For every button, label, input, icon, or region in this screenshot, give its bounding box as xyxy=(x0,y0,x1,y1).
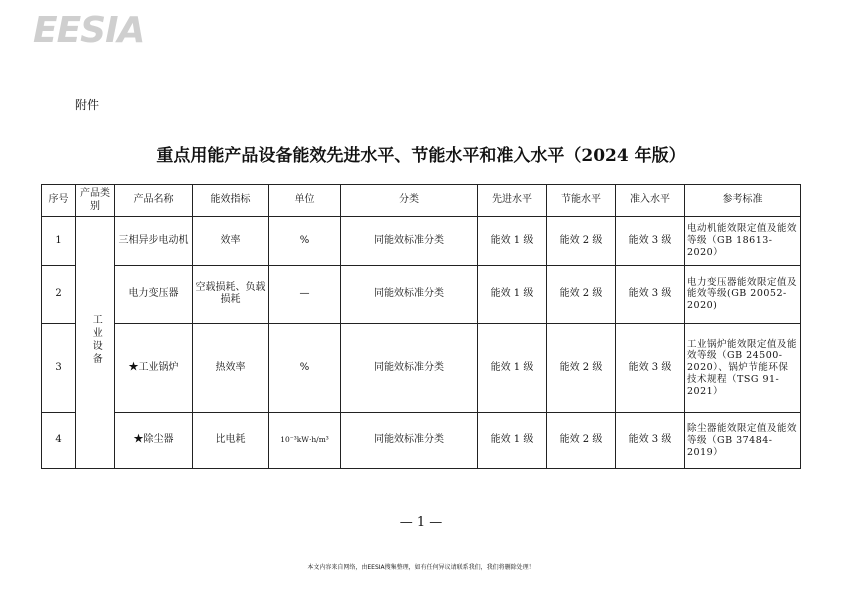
access-level: 能效 3 级 xyxy=(616,324,685,413)
indicator: 效率 xyxy=(193,217,269,266)
table-header-row xyxy=(42,185,801,217)
category-cell xyxy=(76,217,115,469)
saving-level: 能效 2 级 xyxy=(547,217,616,266)
header-indicator: 能效指标 xyxy=(193,185,269,217)
product-name: 三相异步电动机 xyxy=(115,217,193,266)
row-index: 4 xyxy=(42,413,76,469)
product-name: 电力变压器 xyxy=(115,265,193,324)
header-index: 序号 xyxy=(42,185,76,217)
row-index: 3 xyxy=(42,324,76,413)
product-name: ★除尘器 xyxy=(115,413,193,469)
access-level: 能效 3 级 xyxy=(616,413,685,469)
page-number: — 1 — xyxy=(399,515,443,530)
unit: — xyxy=(269,265,341,324)
table-row xyxy=(42,217,801,266)
reference-standard: 电动机能效限定值及能效等级（GB 18613-2020） xyxy=(685,217,801,266)
header-classification: 分类 xyxy=(341,185,478,217)
eesia-logo: EESIA xyxy=(33,10,145,51)
unit xyxy=(269,413,341,469)
header-unit: 单位 xyxy=(269,185,341,217)
saving-level: 能效 2 级 xyxy=(547,265,616,324)
row-index: 1 xyxy=(42,217,76,266)
header-category: 产品类别 xyxy=(76,185,115,217)
reference-standard: 电力变压器能效限定值及能效等级(GB 20052-2020) xyxy=(685,265,801,324)
reference-standard: 工业锅炉能效限定值及能效等级（GB 24500-2020）、锅炉节能环保技术规程（TSG 91-2021） xyxy=(685,324,801,413)
header-standard: 参考标准 xyxy=(685,185,801,217)
page-title: 重点用能产品设备能效先进水平、节能水平和准入水平（2024 年版） xyxy=(156,146,686,166)
footer-disclaimer: 本文内容来自网络，由EESIA搜集整理，如有任何异议请联系我们，我们将删除处理！ xyxy=(307,564,535,571)
unit: % xyxy=(269,217,341,266)
advanced-level: 能效 1 级 xyxy=(478,265,547,324)
advanced-level: 能效 1 级 xyxy=(478,324,547,413)
header-saving: 节能水平 xyxy=(547,185,616,217)
advanced-level: 能效 1 级 xyxy=(478,413,547,469)
header-access: 准入水平 xyxy=(616,185,685,217)
energy-efficiency-table xyxy=(41,184,801,469)
unit: % xyxy=(269,324,341,413)
saving-level: 能效 2 级 xyxy=(547,413,616,469)
table-row xyxy=(42,413,801,469)
advanced-level: 能效 1 级 xyxy=(478,217,547,266)
access-level: 能效 3 级 xyxy=(616,217,685,266)
classification: 同能效标准分类 xyxy=(341,413,478,469)
classification: 同能效标准分类 xyxy=(341,265,478,324)
row-index: 2 xyxy=(42,265,76,324)
indicator: 热效率 xyxy=(193,324,269,413)
indicator: 空载损耗、负载损耗 xyxy=(193,265,269,324)
header-product: 产品名称 xyxy=(115,185,193,217)
reference-standard: 除尘器能效限定值及能效等级（GB 37484-2019） xyxy=(685,413,801,469)
indicator: 比电耗 xyxy=(193,413,269,469)
table-row xyxy=(42,324,801,413)
classification: 同能效标准分类 xyxy=(341,217,478,266)
table-row xyxy=(42,265,801,324)
header-advanced: 先进水平 xyxy=(478,185,547,217)
category-label: 工业设备 xyxy=(90,314,102,367)
attachment-label: 附件 xyxy=(75,98,100,112)
unit-text: 10⁻³kW·h/m³ xyxy=(280,435,329,445)
classification: 同能效标准分类 xyxy=(341,324,478,413)
access-level: 能效 3 级 xyxy=(616,265,685,324)
saving-level: 能效 2 级 xyxy=(547,324,616,413)
product-name: ★工业锅炉 xyxy=(115,324,193,413)
